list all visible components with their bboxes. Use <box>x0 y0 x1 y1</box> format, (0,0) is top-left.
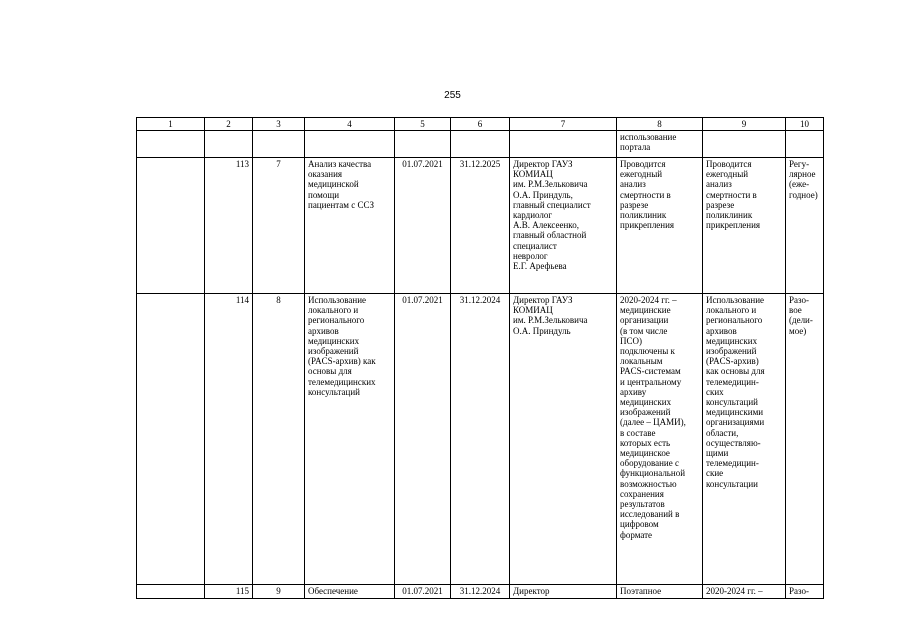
column-number: 6 <box>451 118 510 131</box>
end-date: 31.12.2024 <box>451 294 510 585</box>
column-number-row <box>137 118 824 131</box>
end-date: 31.12.2024 <box>451 585 510 599</box>
row-number: 114 <box>205 294 253 585</box>
frequency-cell: Регу- лярное (еже- годное) <box>786 158 824 294</box>
result-cell: Поэтапное <box>617 585 703 599</box>
sub-number: 7 <box>253 158 305 294</box>
column-number: 7 <box>510 118 617 131</box>
continuation-row <box>137 131 824 158</box>
indicator-cell: Проводится ежегодный анализ смертности в разрезе поликлиник прикрепления <box>703 158 786 294</box>
end-date: 31.12.2025 <box>451 158 510 294</box>
responsible-person: Директор ГАУЗ КОМИАЦ им. Р.М.Зельковича О.А. Приндуль <box>510 294 617 585</box>
column-number: 5 <box>395 118 451 131</box>
column-number: 10 <box>786 118 824 131</box>
result-cell: использование портала <box>617 131 703 158</box>
measures-table <box>136 117 824 599</box>
frequency-cell: Разо- <box>786 585 824 599</box>
row-number: 115 <box>205 585 253 599</box>
column-number: 9 <box>703 118 786 131</box>
responsible-person: Директор <box>510 585 617 599</box>
sub-number: 9 <box>253 585 305 599</box>
measure-name: Анализ качества оказания медицинской помощи пациентам с ССЗ <box>305 158 395 294</box>
table-row <box>137 585 824 599</box>
column-number: 8 <box>617 118 703 131</box>
result-cell: 2020-2024 гг. – медицинские организации (в том числе ПСО) подключены к локальным PACS-системам и центральному архиву медицинских изображений (далее – ЦАМИ), в составе которых есть медицинское оборудование с функциональной возможностью сохранения результатов исследований в цифровом формате <box>617 294 703 585</box>
start-date: 01.07.2021 <box>395 294 451 585</box>
sub-number: 8 <box>253 294 305 585</box>
frequency-cell: Разо- вое (дели- мое) <box>786 294 824 585</box>
measure-name: Использование локального и регионального архивов медицинских изображений (PACS-архив) как основы для телемедицинских консультаций <box>305 294 395 585</box>
row-number: 113 <box>205 158 253 294</box>
table-row <box>137 158 824 294</box>
column-number: 4 <box>305 118 395 131</box>
column-number: 1 <box>137 118 205 131</box>
column-number: 3 <box>253 118 305 131</box>
indicator-cell: 2020-2024 гг. – <box>703 585 786 599</box>
page-number: 255 <box>444 90 461 101</box>
result-cell: Проводится ежегодный анализ смертности в разрезе поликлиник прикрепления <box>617 158 703 294</box>
table-row <box>137 294 824 585</box>
responsible-person: Директор ГАУЗ КОМИАЦ им. Р.М.Зельковича О.А. Приндуль, главный специалист кардиолог А.В. Алексеенко, главный областной специалист невролог Е.Г. Арефьева <box>510 158 617 294</box>
indicator-cell: Использование локального и регионального архивов медицинских изображений (PACS-архив) как основы для телемедицин- ских консультаций медицинскими организациями области, осуществляю- щими телемедицин- ские консультации <box>703 294 786 585</box>
column-number: 2 <box>205 118 253 131</box>
measure-name: Обеспечение <box>305 585 395 599</box>
start-date: 01.07.2021 <box>395 158 451 294</box>
start-date: 01.07.2021 <box>395 585 451 599</box>
